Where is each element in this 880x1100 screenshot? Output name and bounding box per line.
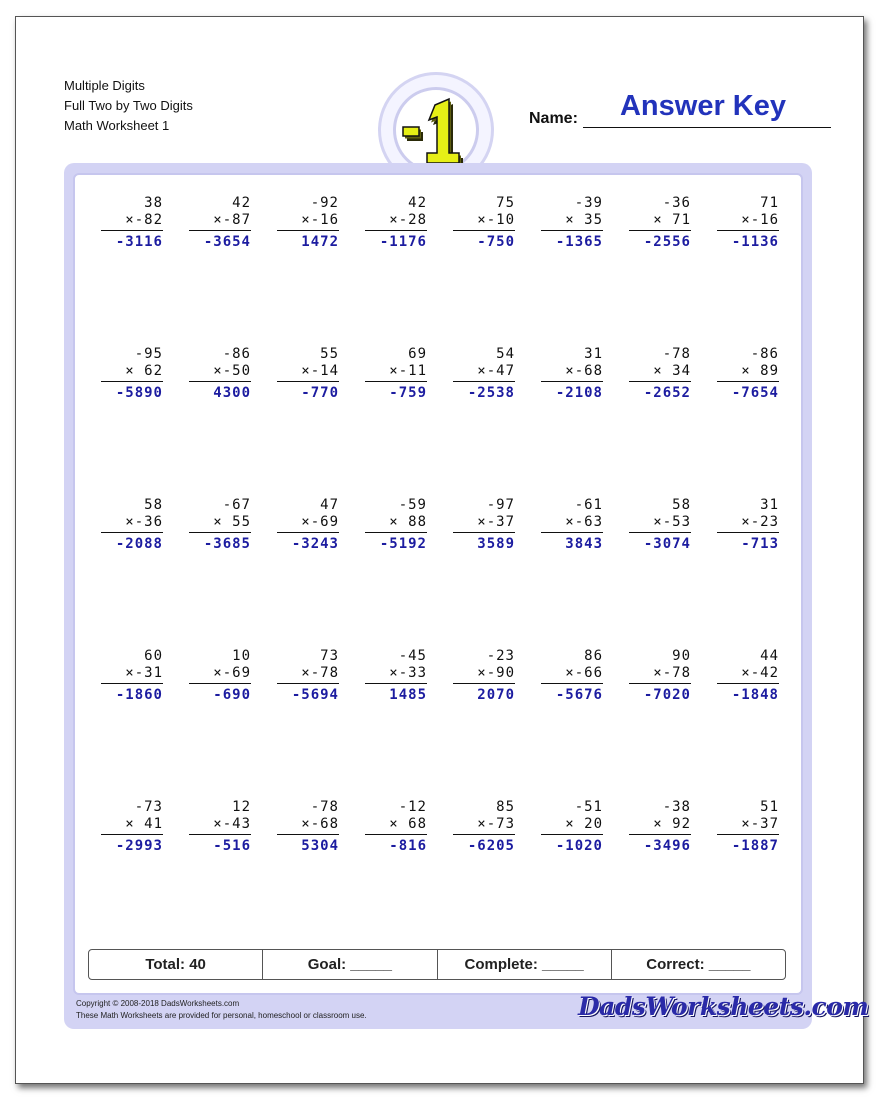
answer: -5676	[555, 687, 603, 703]
problem	[717, 346, 779, 402]
answer-rule	[629, 834, 691, 835]
multiplicand: 85	[496, 799, 515, 815]
multiplicand: -39	[574, 195, 603, 211]
problem	[717, 799, 779, 855]
multiplicand: -38	[662, 799, 691, 815]
multiplier: ×-90	[477, 665, 515, 681]
answer: -3116	[115, 234, 163, 250]
multiplier: × 62	[125, 363, 163, 379]
multiplier: ×-43	[213, 816, 251, 832]
answer: 2070	[477, 687, 515, 703]
answer-rule	[101, 834, 163, 835]
multiplicand: -23	[486, 648, 515, 664]
multiplicand: 31	[760, 497, 779, 513]
multiplier: ×-16	[741, 212, 779, 228]
problem	[277, 195, 339, 251]
answer-rule	[189, 532, 251, 533]
answer: 3589	[477, 536, 515, 552]
answer-rule	[189, 834, 251, 835]
problem	[629, 648, 691, 704]
answer-rule	[189, 381, 251, 382]
multiplier: ×-68	[565, 363, 603, 379]
multiplier: ×-87	[213, 212, 251, 228]
multiplier: ×-63	[565, 514, 603, 530]
multiplier: ×-73	[477, 816, 515, 832]
multiplier: ×-11	[389, 363, 427, 379]
multiplicand: -95	[134, 346, 163, 362]
answer-rule	[277, 381, 339, 382]
answer-rule	[717, 834, 779, 835]
copyright-line-1: Copyright © 2008-2018 DadsWorksheets.com	[76, 999, 240, 1008]
multiplicand: 71	[760, 195, 779, 211]
multiplier: ×-16	[301, 212, 339, 228]
answer: -816	[389, 838, 427, 854]
problem	[189, 195, 251, 251]
problem	[189, 648, 251, 704]
answer-key-text: Answer Key	[619, 90, 786, 122]
multiplier: ×-14	[301, 363, 339, 379]
multiplicand: -92	[310, 195, 339, 211]
problem	[629, 799, 691, 855]
answer-rule	[101, 683, 163, 684]
problem	[365, 497, 427, 553]
multiplier: × 68	[389, 816, 427, 832]
answer: -516	[213, 838, 251, 854]
multiplicand: 69	[408, 346, 427, 362]
goal-cell: Goal: _____	[263, 950, 437, 979]
answer: -2556	[643, 234, 691, 250]
answer-rule	[365, 683, 427, 684]
problem	[717, 195, 779, 251]
answer-rule	[453, 230, 515, 231]
multiplicand: 73	[320, 648, 339, 664]
problem	[277, 799, 339, 855]
answer-rule	[629, 381, 691, 382]
multiplier: ×-10	[477, 212, 515, 228]
answer-rule	[277, 230, 339, 231]
multiplier: ×-42	[741, 665, 779, 681]
problem	[101, 346, 163, 402]
answer: -3654	[203, 234, 251, 250]
answer-rule	[277, 683, 339, 684]
multiplicand: 55	[320, 346, 339, 362]
multiplier: ×-23	[741, 514, 779, 530]
problem	[101, 195, 163, 251]
answer-rule	[629, 230, 691, 231]
problem	[541, 346, 603, 402]
problems-grid	[64, 163, 812, 1029]
answer: -2088	[115, 536, 163, 552]
multiplicand: 42	[408, 195, 427, 211]
problems-frame	[64, 163, 812, 1029]
problem	[453, 648, 515, 704]
answer-rule	[101, 381, 163, 382]
dadsworksheets-logo: DadsWorksheets.com	[578, 992, 869, 1021]
multiplier: × 55	[213, 514, 251, 530]
multiplicand: 58	[144, 497, 163, 513]
answer: -3074	[643, 536, 691, 552]
problem	[189, 497, 251, 553]
multiplier: ×-69	[213, 665, 251, 681]
multiplier: ×-28	[389, 212, 427, 228]
answer: -1136	[731, 234, 779, 250]
problem	[453, 497, 515, 553]
answer-rule	[101, 230, 163, 231]
title-line-1: Multiple Digits	[64, 78, 145, 93]
worksheet-title	[64, 76, 193, 136]
complete-cell: Complete: _____	[438, 950, 612, 979]
problem	[277, 497, 339, 553]
answer-rule	[629, 683, 691, 684]
multiplicand: -45	[398, 648, 427, 664]
multiplier: ×-47	[477, 363, 515, 379]
multiplicand: -73	[134, 799, 163, 815]
multiplicand: 42	[232, 195, 251, 211]
problem	[365, 346, 427, 402]
problem	[541, 497, 603, 553]
multiplier: ×-78	[301, 665, 339, 681]
multiplier: × 92	[653, 816, 691, 832]
answer: -1887	[731, 838, 779, 854]
answer-rule	[541, 230, 603, 231]
answer: -1365	[555, 234, 603, 250]
copyright-line-2: These Math Worksheets are provided for personal, homeschool or classroom use.	[76, 1011, 367, 1020]
problem	[717, 497, 779, 553]
answer: -2652	[643, 385, 691, 401]
multiplier: ×-66	[565, 665, 603, 681]
multiplier: × 88	[389, 514, 427, 530]
multiplier: ×-50	[213, 363, 251, 379]
answer: -5192	[379, 536, 427, 552]
answer: 1485	[389, 687, 427, 703]
multiplicand: 38	[144, 195, 163, 211]
multiplicand: -78	[662, 346, 691, 362]
problem	[101, 799, 163, 855]
answer: -3685	[203, 536, 251, 552]
multiplicand: 10	[232, 648, 251, 664]
answer: -750	[477, 234, 515, 250]
multiplicand: -61	[574, 497, 603, 513]
multiplier: ×-53	[653, 514, 691, 530]
answer: -5694	[291, 687, 339, 703]
multiplier: × 35	[565, 212, 603, 228]
answer-rule	[541, 532, 603, 533]
name-label: Name:	[529, 110, 578, 127]
multiplier: ×-33	[389, 665, 427, 681]
correct-cell: Correct: _____	[646, 956, 751, 973]
answer: 4300	[213, 385, 251, 401]
total-cell: Total: 40	[89, 950, 263, 979]
answer: -3496	[643, 838, 691, 854]
answer: -1176	[379, 234, 427, 250]
problem	[189, 799, 251, 855]
title-line-3: Math Worksheet 1	[64, 118, 170, 133]
answer-rule	[365, 834, 427, 835]
answer: 5304	[301, 838, 339, 854]
answer-rule	[277, 834, 339, 835]
multiplier: × 71	[653, 212, 691, 228]
answer: -770	[301, 385, 339, 401]
answer-rule	[541, 381, 603, 382]
answer: -690	[213, 687, 251, 703]
copyright-notice	[76, 998, 367, 1022]
multiplicand: 12	[232, 799, 251, 815]
problem	[277, 346, 339, 402]
answer: -3243	[291, 536, 339, 552]
title-line-2: Full Two by Two Digits	[64, 98, 193, 113]
answer-rule	[101, 532, 163, 533]
answer: -2108	[555, 385, 603, 401]
multiplier: ×-37	[741, 816, 779, 832]
answer: -2538	[467, 385, 515, 401]
multiplier: ×-68	[301, 816, 339, 832]
problem	[365, 195, 427, 251]
answer: -1848	[731, 687, 779, 703]
problem	[541, 799, 603, 855]
answer-rule	[365, 230, 427, 231]
multiplier: ×-31	[125, 665, 163, 681]
problem	[189, 346, 251, 402]
multiplicand: 86	[584, 648, 603, 664]
answer: -2993	[115, 838, 163, 854]
multiplier: × 34	[653, 363, 691, 379]
problem	[453, 799, 515, 855]
problem	[365, 648, 427, 704]
name-line	[583, 127, 831, 128]
multiplicand: -86	[750, 346, 779, 362]
answer-rule	[453, 381, 515, 382]
answer: -6205	[467, 838, 515, 854]
multiplicand: 31	[584, 346, 603, 362]
multiplier: × 41	[125, 816, 163, 832]
problem	[101, 648, 163, 704]
problem	[629, 497, 691, 553]
multiplicand: -78	[310, 799, 339, 815]
answer: -759	[389, 385, 427, 401]
problem	[277, 648, 339, 704]
problem	[717, 648, 779, 704]
answer-rule	[365, 532, 427, 533]
multiplier: ×-82	[125, 212, 163, 228]
problem	[365, 799, 427, 855]
problem	[453, 195, 515, 251]
multiplicand: 54	[496, 346, 515, 362]
answer: -7020	[643, 687, 691, 703]
multiplicand: 58	[672, 497, 691, 513]
answer-rule	[541, 683, 603, 684]
answer: -1860	[115, 687, 163, 703]
answer-rule	[277, 532, 339, 533]
problem	[629, 195, 691, 251]
multiplicand: 90	[672, 648, 691, 664]
multiplicand: -67	[222, 497, 251, 513]
answer: -5890	[115, 385, 163, 401]
answer-rule	[717, 230, 779, 231]
multiplicand: 51	[760, 799, 779, 815]
problem	[541, 195, 603, 251]
problem	[101, 497, 163, 553]
problem	[453, 346, 515, 402]
multiplicand: -97	[486, 497, 515, 513]
multiplicand: -51	[574, 799, 603, 815]
answer-rule	[453, 532, 515, 533]
answer-rule	[717, 532, 779, 533]
multiplier: ×-69	[301, 514, 339, 530]
multiplier: ×-36	[125, 514, 163, 530]
multiplicand: -12	[398, 799, 427, 815]
multiplier: × 20	[565, 816, 603, 832]
answer-rule	[189, 683, 251, 684]
answer-rule	[541, 834, 603, 835]
answer: 3843	[565, 536, 603, 552]
multiplicand: 75	[496, 195, 515, 211]
multiplicand: 60	[144, 648, 163, 664]
multiplicand: 44	[760, 648, 779, 664]
answer: 1472	[301, 234, 339, 250]
answer-rule	[365, 381, 427, 382]
answer-rule	[629, 532, 691, 533]
problem	[541, 648, 603, 704]
multiplicand: -59	[398, 497, 427, 513]
answer: -1020	[555, 838, 603, 854]
score-table	[88, 949, 786, 980]
problem	[629, 346, 691, 402]
multiplier: × 89	[741, 363, 779, 379]
multiplier: ×-78	[653, 665, 691, 681]
answer-rule	[717, 381, 779, 382]
answer-rule	[453, 834, 515, 835]
answer-rule	[189, 230, 251, 231]
answer-rule	[717, 683, 779, 684]
multiplicand: -86	[222, 346, 251, 362]
answer: -713	[741, 536, 779, 552]
answer: -7654	[731, 385, 779, 401]
multiplicand: -36	[662, 195, 691, 211]
answer-rule	[453, 683, 515, 684]
multiplicand: 47	[320, 497, 339, 513]
multiplier: ×-37	[477, 514, 515, 530]
